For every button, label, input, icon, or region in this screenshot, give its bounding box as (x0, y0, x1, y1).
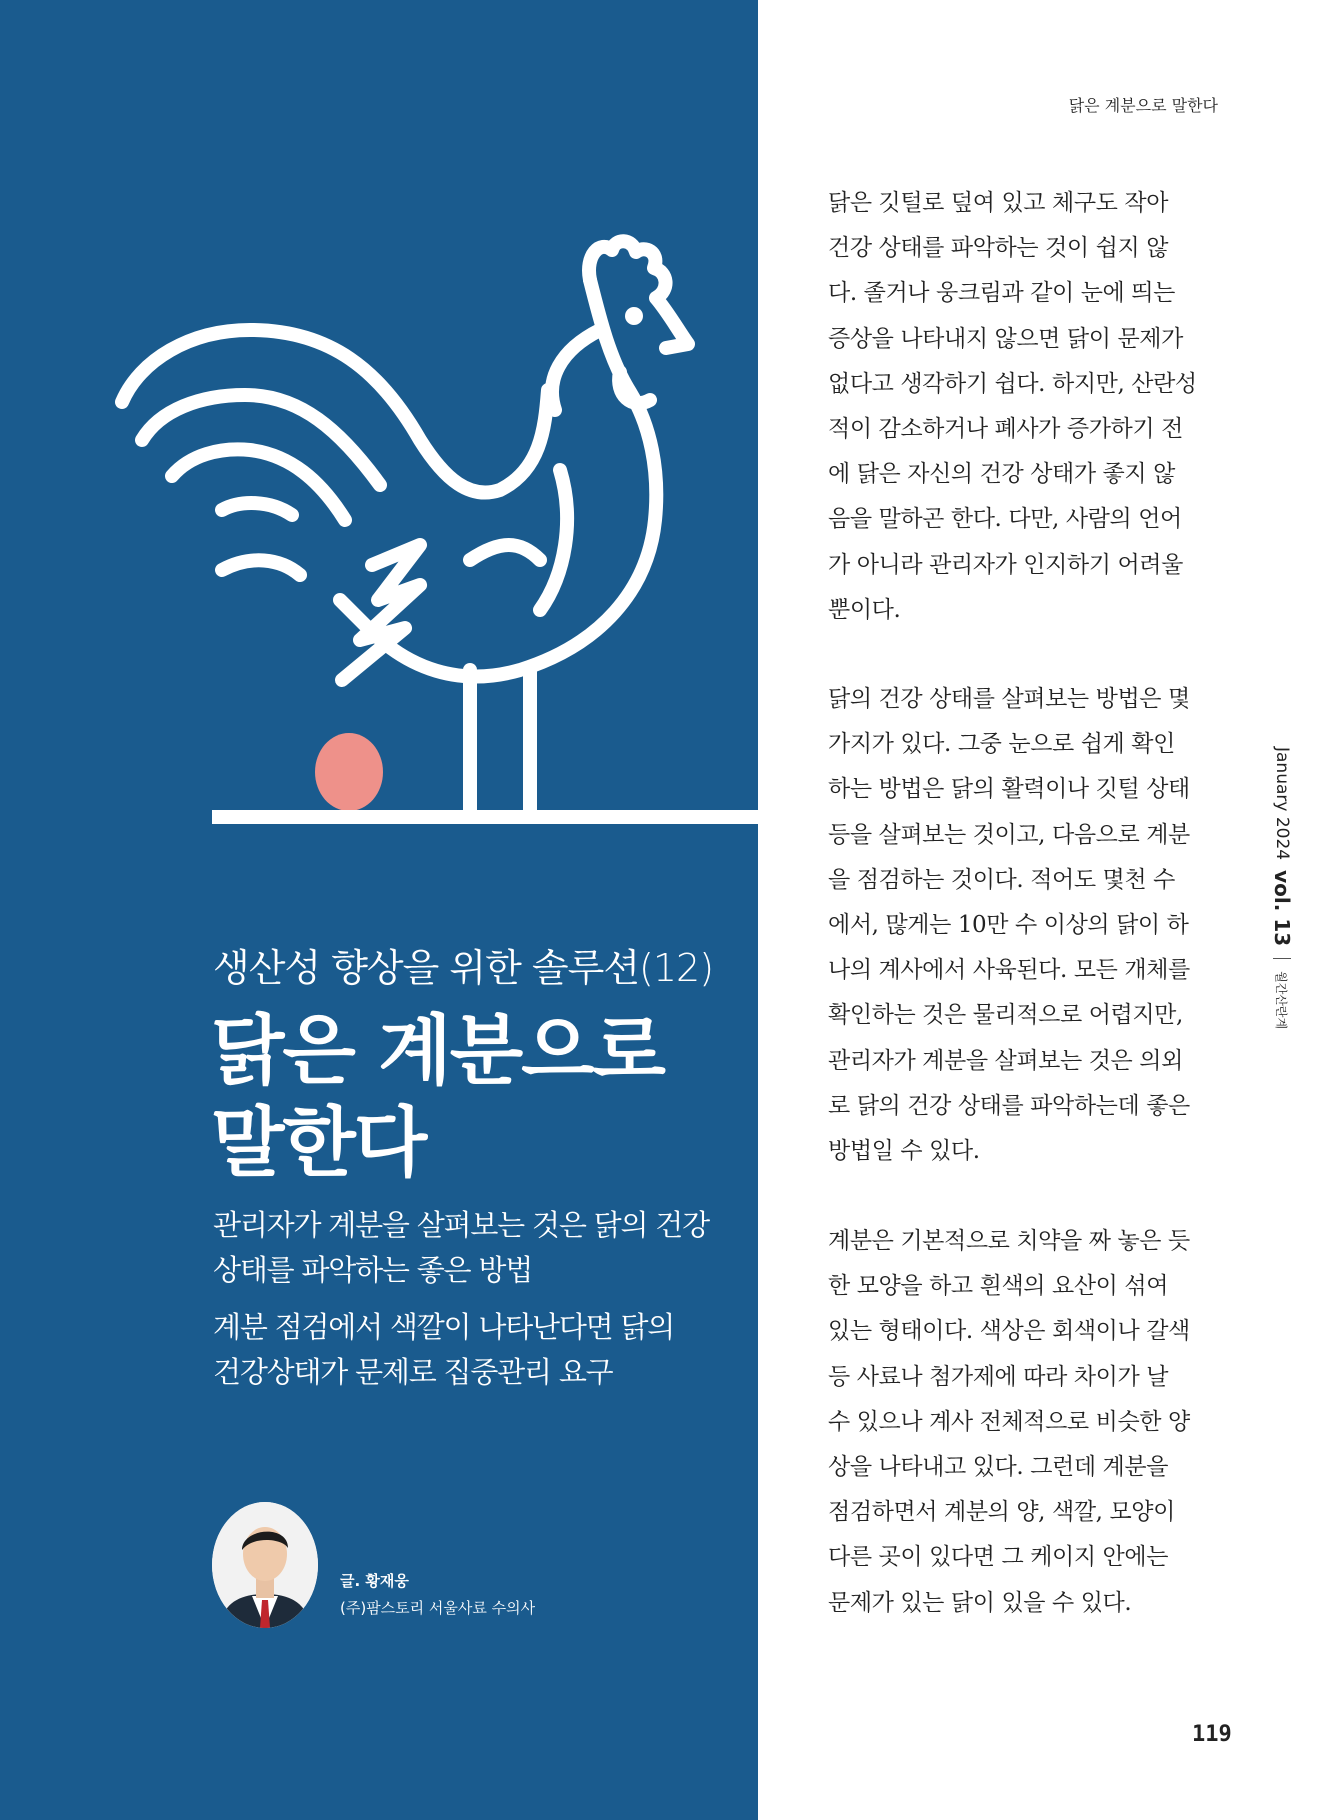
body-line: 관리자가 계분을 살펴보는 것은 의외 (828, 1047, 1183, 1074)
body-line: 방법일 수 있다. (828, 1138, 980, 1165)
body-line: 한 모양을 하고 흰색의 요산이 섞여 (828, 1273, 1169, 1300)
body-line: 없다고 생각하기 쉽다. 하지만, 산란성 (828, 370, 1197, 397)
issue-date: January 2024 (1272, 747, 1292, 861)
body-line: 증상을 나타내지 않으면 닭이 문제가 (828, 325, 1183, 352)
running-head: 닭은 계분으로 말한다 (1068, 96, 1218, 115)
body-line: 건강 상태를 파악하는 것이 쉽지 않 (828, 235, 1169, 262)
magazine-name: 월간산란계 (1274, 971, 1289, 1030)
body-line: 점검하면서 계분의 양, 색깔, 모양이 (828, 1499, 1175, 1526)
body-line: 등 사료나 첨가제에 따라 차이가 날 (828, 1363, 1169, 1390)
body-line: 다. 졸거나 웅크림과 같이 눈에 띄는 (828, 280, 1175, 307)
summary-line: 상태를 파악하는 좋은 방법 (213, 1253, 533, 1287)
body-paragraph (828, 181, 1220, 633)
author-affiliation: (주)팜스토리 서울사료 수의사 (340, 1599, 536, 1617)
body-paragraph (828, 677, 1220, 1174)
body-line: 상을 나타내고 있다. 그런데 계분을 (828, 1454, 1169, 1481)
body-line: 뿐이다. (828, 596, 901, 623)
body-line: 닭의 건강 상태를 살펴보는 방법은 몇 (828, 686, 1190, 712)
summary-line: 관리자가 계분을 살펴보는 것은 닭의 건강 (213, 1208, 709, 1242)
summary-point (213, 1305, 753, 1395)
rooster-eye (625, 307, 643, 325)
body-line: 음을 말하곤 한다. 다만, 사람의 언어 (828, 506, 1182, 533)
body-line: 에 닭은 자신의 건강 상태가 좋지 않 (828, 461, 1175, 488)
body-line: 가 아니라 관리자가 인지하기 어려울 (828, 551, 1183, 578)
body-line: 로 닭의 건강 상태를 파악하는데 좋은 (828, 1092, 1190, 1119)
rooster-illustration (0, 0, 758, 840)
body-line: 나의 계사에서 사육된다. 모든 개체를 (828, 957, 1190, 984)
rooster-line-icon (122, 241, 688, 810)
body-line: 하는 방법은 닭의 활력이나 깃털 상태 (828, 776, 1190, 803)
body-line: 문제가 있는 닭이 있을 수 있다. (828, 1589, 1132, 1616)
body-line: 있는 형태이다. 색상은 회색이나 갈색 (828, 1318, 1190, 1345)
body-line: 확인하는 것은 물리적으로 어렵지만, (828, 1002, 1183, 1029)
sidebar-divider (1273, 958, 1291, 959)
perch-line (212, 810, 758, 824)
body-line: 등을 살펴보는 것이고, 다음으로 계분 (828, 821, 1190, 848)
summary-line: 계분 점검에서 색깔이 나타난다면 닭의 (213, 1310, 675, 1344)
author-portrait-icon (212, 1502, 318, 1628)
body-line: 을 점검하는 것이다. 적어도 몇천 수 (828, 866, 1175, 893)
body-line: 적이 감소하거나 폐사가 증가하기 전 (828, 416, 1183, 443)
volume-number: vol. 13 (1270, 870, 1294, 947)
issue-sidebar (1269, 747, 1295, 1030)
body-line: 가지가 있다. 그중 눈으로 쉽게 확인 (828, 731, 1175, 758)
egg-icon (315, 733, 383, 811)
body-line: 계분은 기본적으로 치약을 짜 놓은 듯 (828, 1228, 1190, 1254)
body-line: 수 있으나 계사 전체적으로 비슷한 양 (828, 1408, 1190, 1435)
body-line: 에서, 많게는 10만 수 이상의 닭이 하 (828, 912, 1189, 939)
title-line: 닭은 계분으로 (211, 1006, 664, 1095)
author-photo (212, 1502, 318, 1628)
article-title (211, 1005, 751, 1189)
body-line: 닭은 깃털로 덮여 있고 체구도 작아 (828, 190, 1169, 216)
author-name: 글. 황재웅 (340, 1572, 409, 1590)
title-line: 말한다 (211, 1098, 426, 1187)
series-label: 생산성 향상을 위한 솔루션(12) (213, 946, 714, 990)
body-line: 다른 곳이 있다면 그 케이지 안에는 (828, 1544, 1169, 1571)
body-paragraph (828, 1219, 1220, 1626)
summary-line: 건강상태가 문제로 집중관리 요구 (213, 1355, 613, 1389)
summary-point (213, 1203, 753, 1293)
page-number: 119 (1192, 1722, 1232, 1747)
